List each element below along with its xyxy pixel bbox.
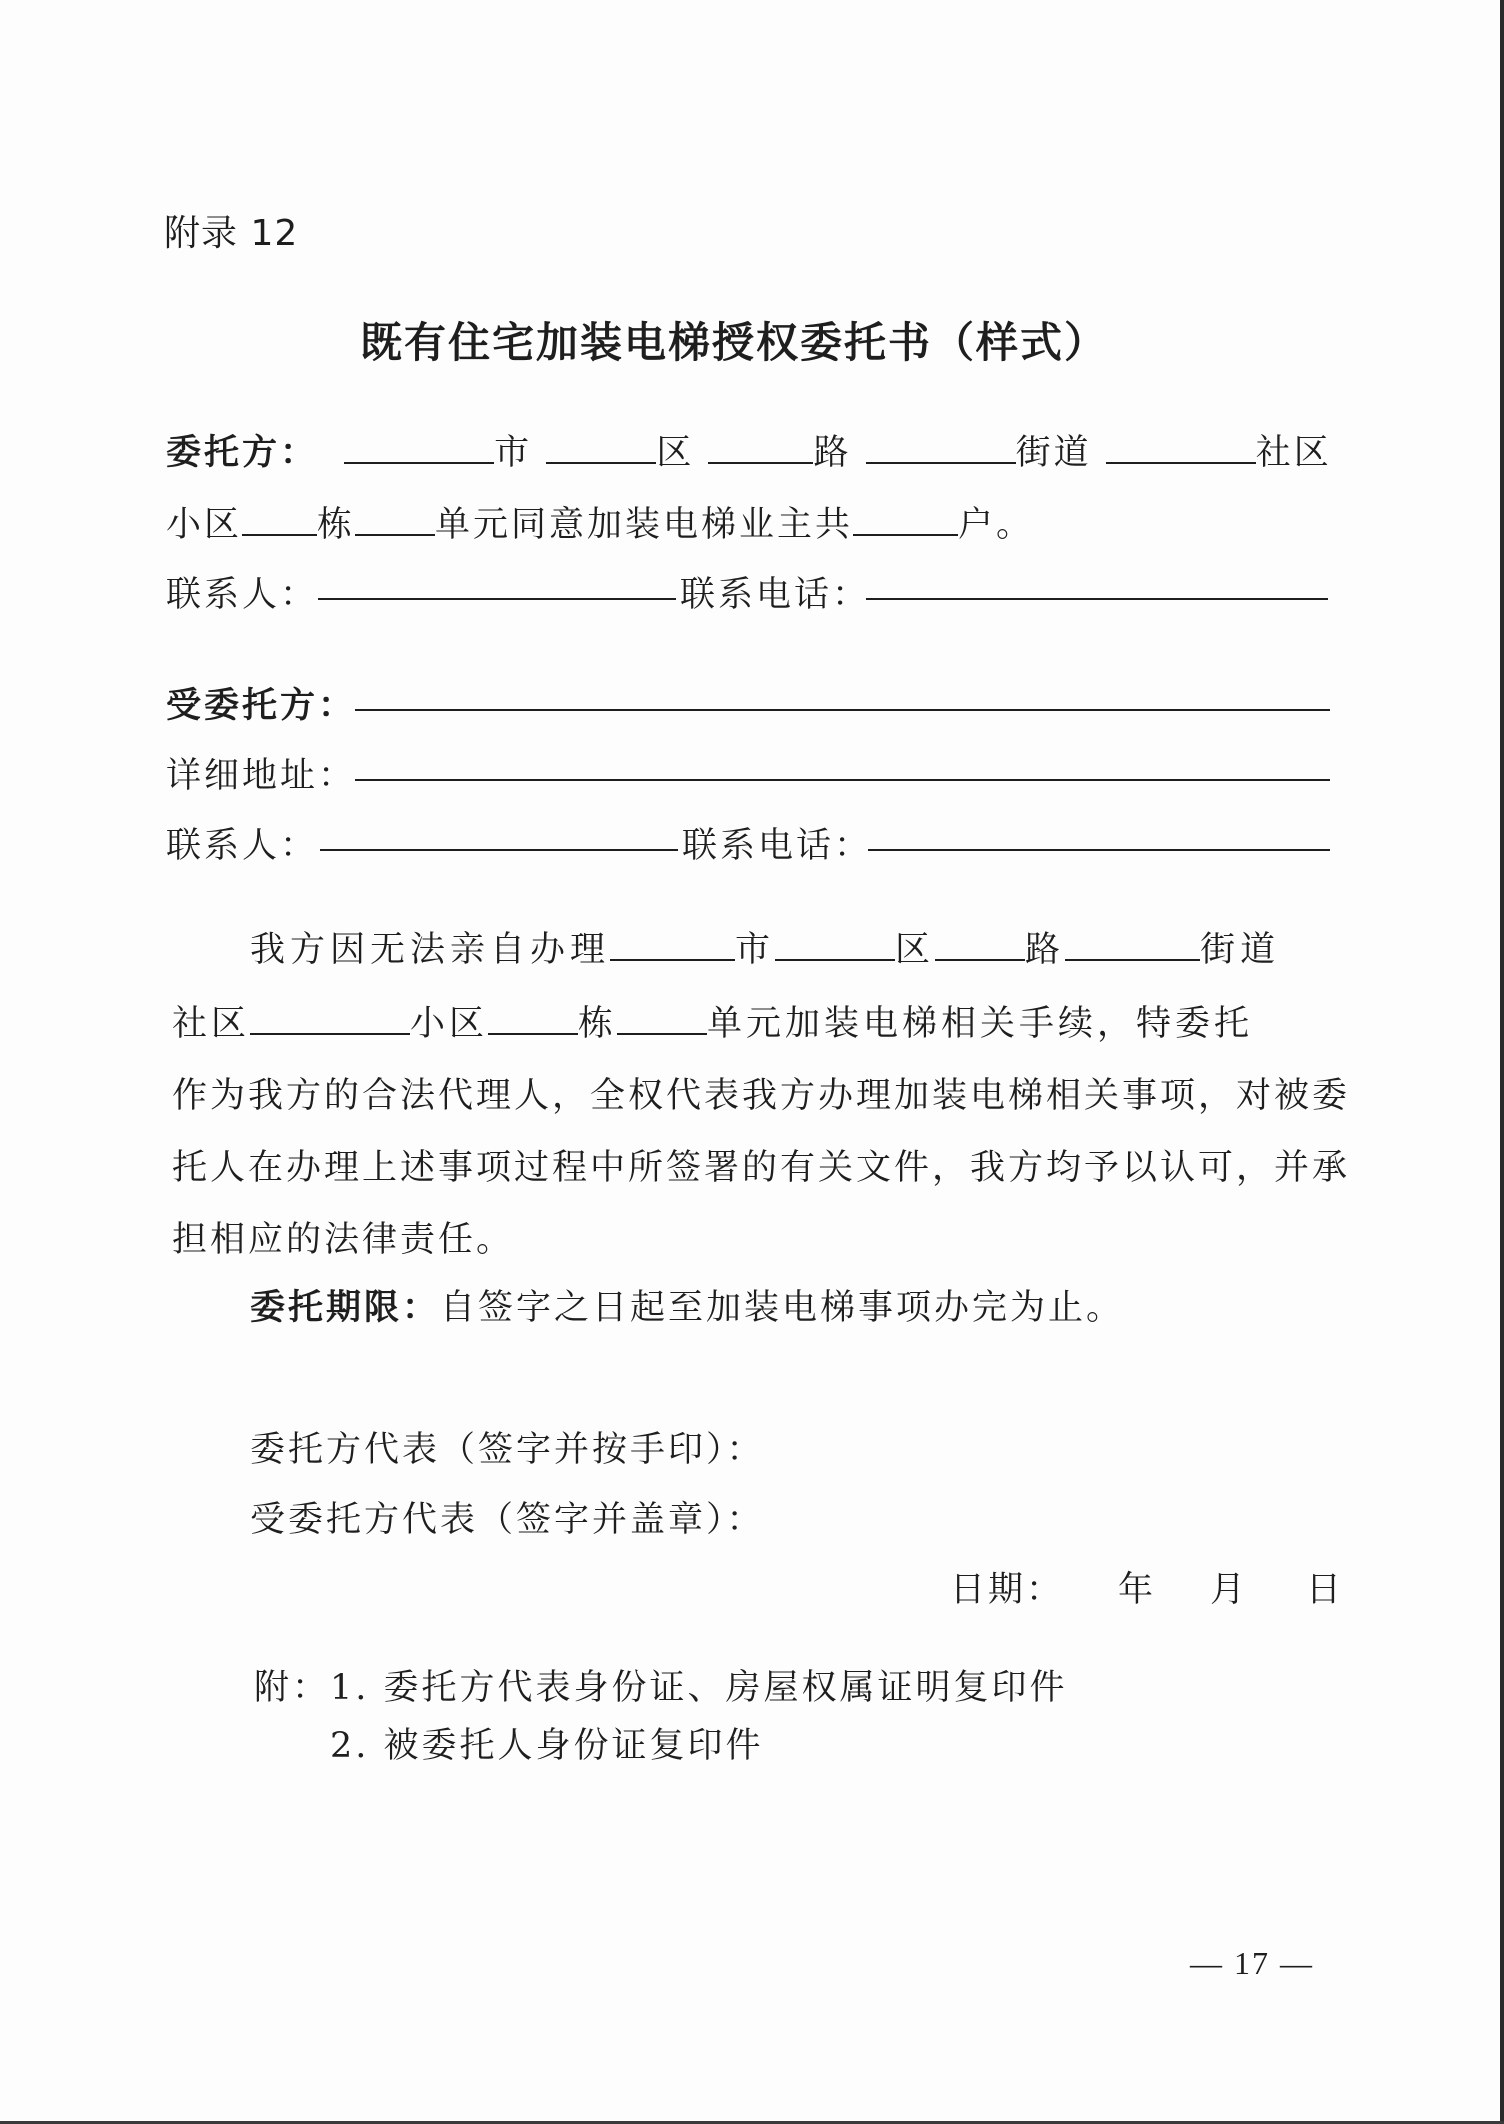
- statement-line3: 作为我方的合法代理人，全权代表我方办理加装电梯相关事项，对被委: [172, 1076, 1351, 1116]
- date-label: 日期：: [950, 1570, 1065, 1610]
- statement-district-field[interactable]: [775, 929, 895, 961]
- principal-city-field[interactable]: [344, 432, 494, 464]
- statement-line5: 担相应的法律责任。: [172, 1220, 515, 1260]
- term-text: 自签字之日起至加装电梯事项办完为止。: [440, 1288, 1125, 1328]
- term-label: 委托期限：: [250, 1287, 441, 1328]
- principal-contact-label: 联系人：: [166, 575, 319, 615]
- agent-contact-label: 联系人：: [166, 826, 319, 866]
- principal-contact-field[interactable]: [318, 598, 676, 600]
- date-day: 日: [1306, 1570, 1345, 1610]
- statement-road-field[interactable]: [935, 929, 1025, 961]
- attachment-item-2: 2. 被委托人身份证复印件: [330, 1726, 764, 1766]
- statement-estate-field[interactable]: [488, 1003, 578, 1035]
- statement-street-field[interactable]: [1065, 929, 1200, 961]
- principal-unit-text: 单元同意加装电梯业主共: [435, 505, 854, 545]
- page-number: — 17 —: [1190, 1945, 1314, 1981]
- agent-address-label: 详细地址：: [166, 756, 357, 796]
- date-month: 月: [1210, 1570, 1249, 1610]
- statement-street-unit: 街道: [1200, 930, 1281, 970]
- statement-line4: 托人在办理上述事项过程中所签署的有关文件，我方均予以认可，并承: [172, 1148, 1351, 1188]
- date-year: 年: [1118, 1570, 1157, 1610]
- principal-label: 委托方：: [166, 432, 319, 473]
- statement-prefix: 我方因无法亲自办理: [250, 930, 611, 970]
- principal-district-field[interactable]: [546, 432, 656, 464]
- agent-address-field[interactable]: [355, 779, 1330, 781]
- statement-community-unit: 社区: [172, 1004, 251, 1044]
- principal-building-unit: 栋: [317, 505, 356, 545]
- statement-community-field[interactable]: [250, 1003, 410, 1035]
- appendix-label: 附录 12: [164, 213, 299, 254]
- statement-building-unit: 栋: [578, 1004, 618, 1044]
- principal-address-line2: [166, 497, 1034, 547]
- statement-building-field[interactable]: [617, 1003, 707, 1035]
- principal-community-field[interactable]: [1106, 432, 1256, 464]
- statement-line2-suffix: 单元加装电梯相关手续，特委托: [707, 1004, 1254, 1044]
- statement-estate-unit: 小区: [410, 1004, 489, 1044]
- principal-road-unit: 路: [813, 433, 852, 473]
- principal-rep-signature-label: 委托方代表（签字并按手印）：: [250, 1430, 765, 1470]
- principal-phone-field[interactable]: [866, 598, 1328, 600]
- principal-household-field[interactable]: [853, 504, 958, 536]
- statement-line2: [172, 996, 1253, 1046]
- principal-street-unit: 街道: [1015, 433, 1092, 473]
- statement-road-unit: 路: [1025, 930, 1066, 970]
- attachments-label: 附：: [254, 1668, 331, 1708]
- agent-name-field[interactable]: [355, 709, 1330, 711]
- agent-label: 受委托方：: [166, 685, 357, 726]
- principal-building-field[interactable]: [242, 504, 317, 536]
- principal-road-field[interactable]: [708, 432, 813, 464]
- agent-phone-field[interactable]: [868, 849, 1330, 851]
- scan-edge-right: [1500, 0, 1504, 2124]
- statement-city-field[interactable]: [610, 929, 735, 961]
- principal-district-unit: 区: [656, 433, 695, 473]
- statement-district-unit: 区: [895, 930, 936, 970]
- principal-household-unit: 户。: [958, 505, 1035, 545]
- principal-unit-field[interactable]: [355, 504, 435, 536]
- principal-estate-unit: 小区: [166, 505, 243, 545]
- principal-city-unit: 市: [494, 433, 533, 473]
- attachment-item-1: 1. 委托方代表身份证、房屋权属证明复印件: [330, 1668, 1068, 1708]
- principal-phone-label: 联系电话：: [680, 575, 871, 615]
- document-title: 既有住宅加装电梯授权委托书（样式）: [360, 318, 1109, 367]
- principal-address-line1: [166, 425, 1332, 475]
- principal-community-unit: 社区: [1255, 433, 1332, 473]
- term-line: [250, 1280, 1124, 1330]
- statement-line1: [250, 922, 1280, 972]
- statement-city-unit: 市: [735, 930, 776, 970]
- agent-contact-field[interactable]: [320, 849, 678, 851]
- agent-rep-signature-label: 受委托方代表（签字并盖章）：: [250, 1500, 765, 1540]
- agent-phone-label: 联系电话：: [682, 826, 873, 866]
- principal-street-field[interactable]: [866, 432, 1016, 464]
